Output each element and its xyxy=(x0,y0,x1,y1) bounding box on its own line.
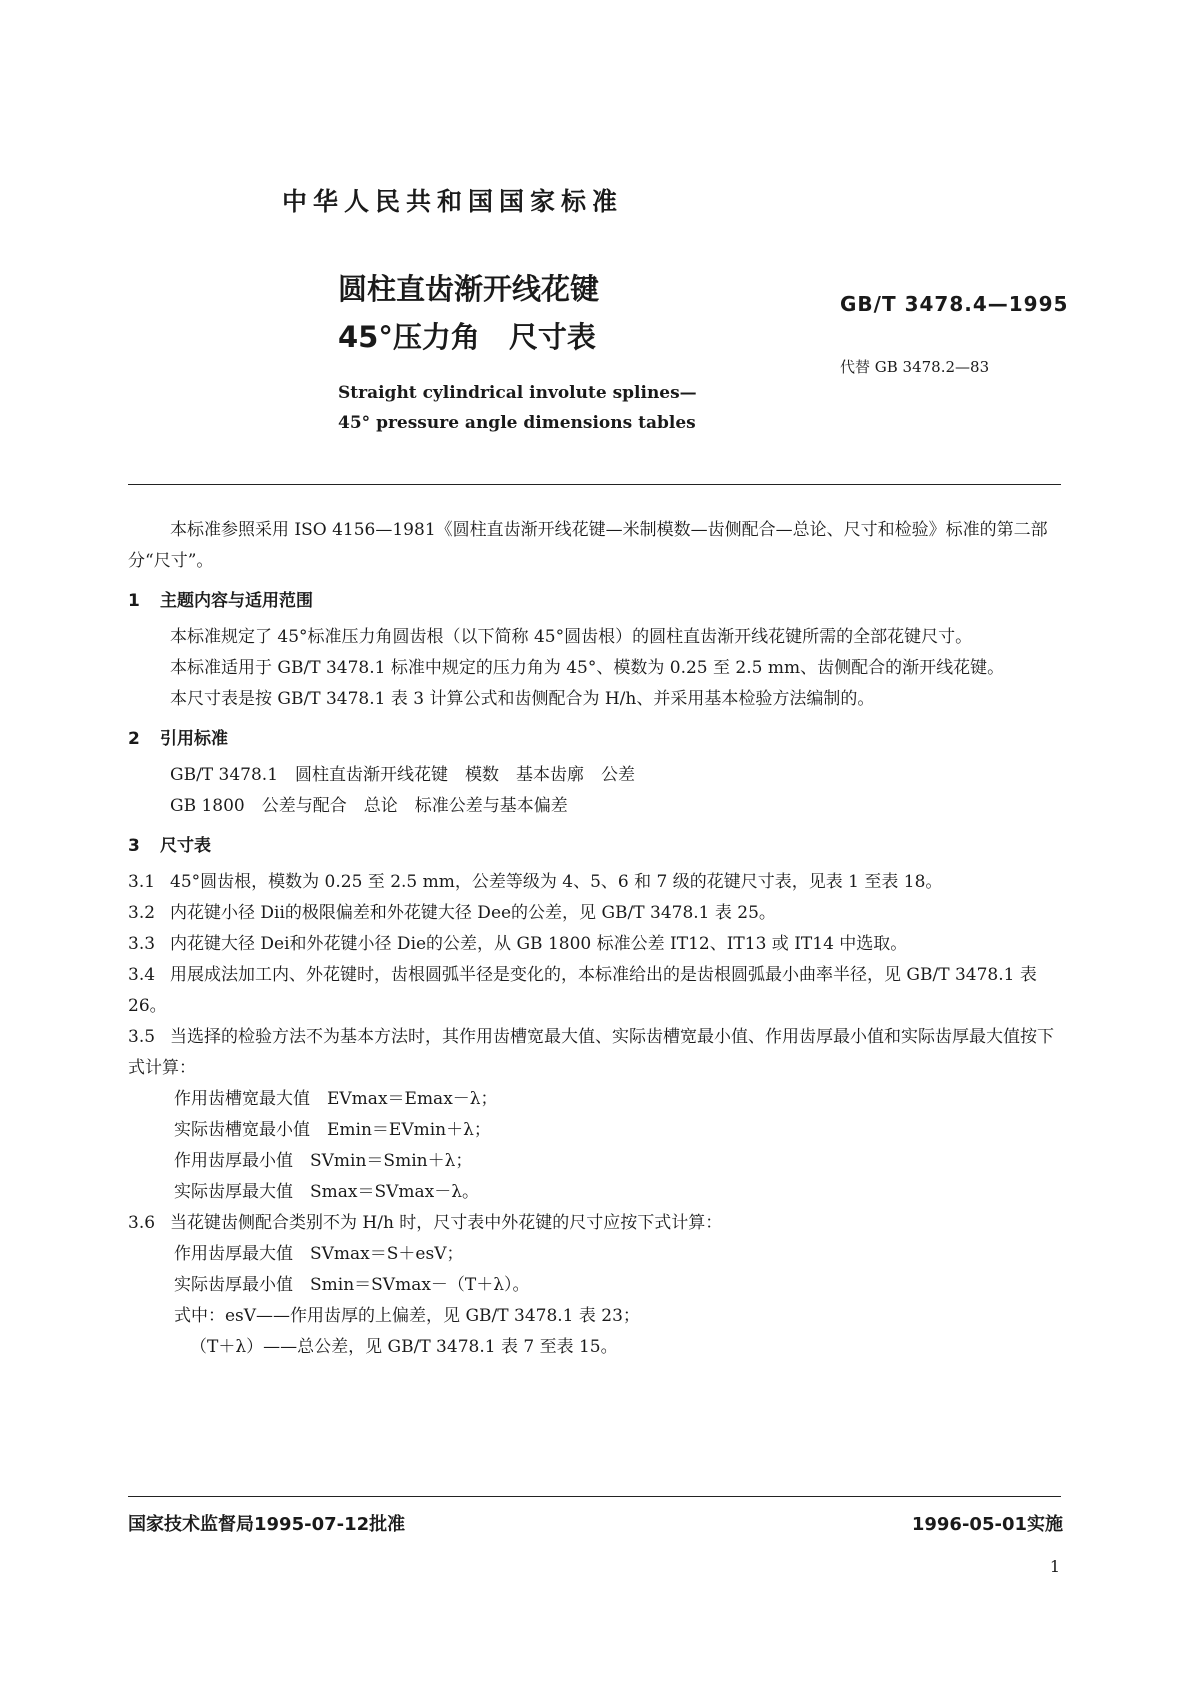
formula-line: 作用齿槽宽最大值 EVmax＝Emax－λ； xyxy=(174,1089,498,1109)
intro-paragraph: 本标准参照采用 ISO 4156—1981《圆柱直齿渐开线花键—米制模数—齿侧配合—总论、尺寸和检验》标准的第二部分“尺寸”。 xyxy=(128,520,1048,571)
section-3-heading xyxy=(128,831,1061,862)
title-cn-line2: 45°压力角 尺寸表 xyxy=(338,320,596,354)
clause-text: 45°圆齿根，模数为 0.25 至 2.5 mm，公差等级为 4、5、6 和 7 级的花键尺寸表，见表 1 至表 18。 xyxy=(170,872,943,892)
section-title: 引用标准 xyxy=(160,729,228,749)
document-title-en xyxy=(338,378,697,438)
reference-item: GB/T 3478.1 圆柱直齿渐开线花键 模数 基本齿廓 公差 xyxy=(170,765,636,785)
formula-line: 实际齿厚最小值 Smin＝SVmax－（T＋λ）。 xyxy=(174,1275,530,1295)
replaces-note: 代替 GB 3478.2—83 xyxy=(840,358,990,376)
clause-3-2 xyxy=(128,898,1061,929)
clause-3-1 xyxy=(128,867,1061,898)
document-body xyxy=(128,515,1061,1363)
title-cn-line1: 圆柱直齿渐开线花键 xyxy=(338,272,600,306)
clause-number: 3.2 xyxy=(128,903,156,923)
clause-text: 内花键小径 Dii的极限偏差和外花键大径 Dee的公差，见 GB/T 3478.1 表 25。 xyxy=(170,903,776,923)
approval-info: 国家技术监督局1995-07-12批准 xyxy=(128,1514,406,1535)
footer-rule xyxy=(128,1496,1061,1497)
formula-line: 作用齿厚最小值 SVmin＝Smin＋λ； xyxy=(174,1151,473,1171)
clause-3-6 xyxy=(128,1208,1061,1239)
standard-series-heading: 中华人民共和国国家标准 xyxy=(282,187,624,216)
section-2-heading xyxy=(128,724,1061,755)
title-en-line2: 45° pressure angle dimensions tables xyxy=(338,413,696,433)
section-number: 2 xyxy=(128,729,140,749)
section-1-paragraph: 本尺寸表是按 GB/T 3478.1 表 3 计算公式和齿侧配合为 H/h、并采用基本检验方法编制的。 xyxy=(170,689,875,709)
section-1-heading xyxy=(128,586,1061,617)
section-1-paragraph: 本标准规定了 45°标准压力角圆齿根（以下简称 45°圆齿根）的圆柱直齿渐开线花键所需的全部花键尺寸。 xyxy=(170,627,973,647)
page-number: 1 xyxy=(1049,1557,1060,1576)
clause-number: 3.5 xyxy=(128,1027,156,1047)
clause-3-5 xyxy=(128,1022,1061,1084)
title-en-line1: Straight cylindrical involute splines— xyxy=(338,383,697,403)
formula-note: 式中：esV——作用齿厚的上偏差，见 GB/T 3478.1 表 23； xyxy=(174,1306,640,1326)
section-number: 3 xyxy=(128,836,140,856)
clause-text: 当选择的检验方法不为基本方法时，其作用齿槽宽最大值、实际齿槽宽最小值、作用齿厚最小值和实际齿厚最大值按下式计算： xyxy=(128,1027,1054,1078)
section-title: 尺寸表 xyxy=(160,836,211,856)
document-title-cn xyxy=(338,265,599,361)
clause-text: 内花键大径 Dei和外花键小径 Die的公差，从 GB 1800 标准公差 IT12、IT13 或 IT14 中选取。 xyxy=(170,934,908,954)
formula-line: 实际齿厚最大值 Smax＝SVmax－λ。 xyxy=(174,1182,480,1202)
clause-number: 3.4 xyxy=(128,965,156,985)
clause-text: 用展成法加工内、外花键时，齿根圆弧半径是变化的，本标准给出的是齿根圆弧最小曲率半径，见 GB/T 3478.1 表 26。 xyxy=(128,965,1037,1016)
clause-text: 当花键齿侧配合类别不为 H/h 时，尺寸表中外花键的尺寸应按下式计算： xyxy=(170,1213,723,1233)
clause-number: 3.6 xyxy=(128,1213,156,1233)
formula-line: 实际齿槽宽最小值 Emin＝EVmin＋λ； xyxy=(174,1120,491,1140)
implementation-date: 1996-05-01实施 xyxy=(911,1514,1063,1535)
section-number: 1 xyxy=(128,591,140,611)
reference-item: GB 1800 公差与配合 总论 标准公差与基本偏差 xyxy=(170,796,568,816)
clause-3-4 xyxy=(128,960,1061,1022)
header-rule xyxy=(128,484,1061,485)
standard-number: GB/T 3478.4—1995 xyxy=(840,292,1069,316)
section-title: 主题内容与适用范围 xyxy=(160,591,313,611)
clause-3-3 xyxy=(128,929,1061,960)
formula-note: （T＋λ）——总公差，见 GB/T 3478.1 表 7 至表 15。 xyxy=(190,1337,618,1357)
clause-number: 3.1 xyxy=(128,872,156,892)
formula-line: 作用齿厚最大值 SVmax＝S＋esV； xyxy=(174,1244,464,1264)
clause-number: 3.3 xyxy=(128,934,156,954)
section-1-paragraph: 本标准适用于 GB/T 3478.1 标准中规定的压力角为 45°、模数为 0.25 至 2.5 mm、齿侧配合的渐开线花键。 xyxy=(170,658,1005,678)
